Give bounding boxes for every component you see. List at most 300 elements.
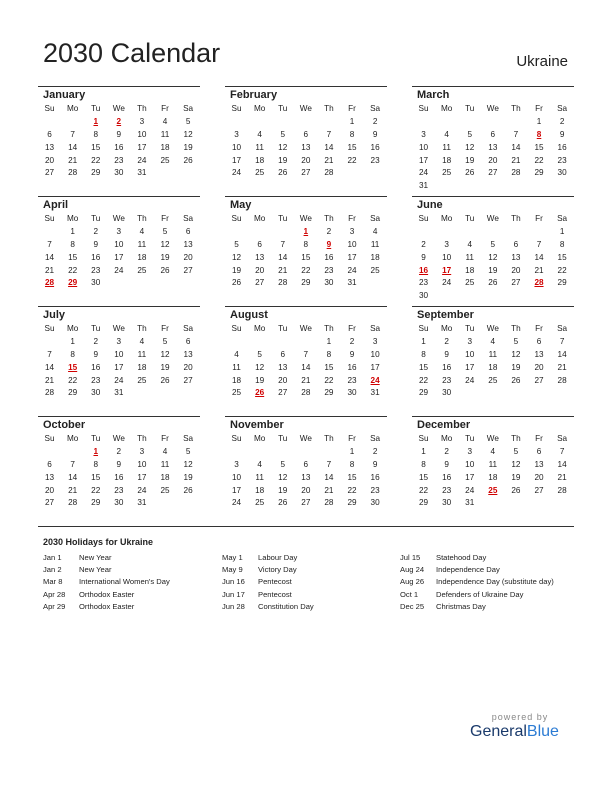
brand-logo: [470, 712, 570, 741]
day-cell: 5: [280, 459, 286, 469]
month-name: April: [43, 199, 69, 211]
month-name: August: [230, 309, 268, 321]
day-cell: 30: [114, 498, 124, 508]
day-cell: 30: [91, 388, 101, 398]
day-cell: 18: [370, 252, 380, 262]
weekday-label: Mo: [253, 214, 266, 223]
day-cell: 4: [444, 129, 449, 139]
day-cell: 19: [255, 375, 265, 385]
day-cell: 15: [534, 142, 544, 152]
day-cell: 14: [534, 252, 544, 262]
holiday-date: Apr 29: [43, 601, 66, 611]
day-cell: 15: [347, 142, 357, 152]
day-cell: 2: [421, 239, 426, 249]
day-cell: 25: [137, 375, 147, 385]
day-cell: 12: [465, 142, 475, 152]
weekday-label: Th: [511, 104, 521, 113]
day-cell: 9: [116, 129, 122, 139]
weekday-label: We: [486, 214, 499, 223]
day-cell: 4: [139, 226, 145, 236]
day-cell: 4: [257, 129, 262, 139]
country-label: Ukraine: [516, 53, 568, 70]
empty-cell: [38, 226, 61, 239]
weekday-label: We: [486, 104, 499, 113]
day-cell: 2: [372, 116, 378, 126]
day-cell: 23: [324, 265, 334, 275]
weekday-label: Sa: [183, 324, 194, 333]
weekday-label: Th: [324, 104, 334, 113]
weekday-label: Th: [137, 434, 147, 443]
day-cell: 26: [231, 278, 242, 288]
month-january: [38, 86, 200, 196]
day-cell: 16: [442, 362, 452, 372]
weekday-label: Th: [324, 324, 334, 333]
day-cell: 22: [301, 265, 311, 275]
month-october: [38, 416, 200, 526]
empty-cell: [225, 226, 248, 239]
day-cell: 27: [534, 375, 544, 385]
day-cell: 21: [68, 155, 78, 165]
day-cell: 1: [559, 226, 565, 236]
day-cell: 22: [91, 485, 101, 495]
day-cell: 7: [70, 129, 75, 139]
month-name: December: [417, 419, 471, 431]
day-cell: 29: [91, 498, 101, 508]
day-cell: 21: [534, 265, 544, 275]
day-cell: 5: [185, 446, 191, 456]
day-grid: [412, 433, 574, 510]
day-cell: 13: [183, 239, 193, 249]
day-cell: 28: [301, 388, 311, 398]
holiday-day: 17: [442, 265, 452, 275]
day-cell: 17: [418, 155, 429, 165]
weekday-label: Mo: [66, 324, 79, 333]
day-cell: 11: [255, 142, 264, 152]
day-cell: 6: [303, 129, 309, 139]
day-cell: 6: [185, 336, 191, 346]
day-cell: 28: [44, 388, 55, 398]
holiday-item: [43, 601, 170, 613]
empty-cell: [294, 446, 317, 459]
day-cell: 29: [418, 498, 429, 508]
day-cell: 3: [467, 336, 473, 346]
day-cell: 7: [280, 239, 286, 249]
weekday-label: Mo: [440, 434, 453, 443]
day-cell: 19: [160, 362, 170, 372]
empty-cell: [317, 116, 340, 129]
brand-name: [470, 723, 570, 741]
day-cell: 14: [557, 459, 567, 469]
holiday-item: [400, 576, 554, 588]
day-cell: 14: [301, 362, 311, 372]
day-cell: 24: [114, 375, 124, 385]
weekday-label: Th: [137, 214, 147, 223]
day-cell: 30: [347, 388, 357, 398]
day-cell: 2: [349, 336, 355, 346]
day-grid: [38, 323, 200, 400]
weekday-label: Tu: [465, 214, 475, 223]
day-cell: 9: [372, 129, 378, 139]
weekday-label: Th: [511, 434, 521, 443]
empty-cell: [504, 226, 527, 239]
day-cell: 1: [349, 446, 355, 456]
day-cell: 6: [47, 129, 52, 139]
day-cell: 2: [116, 446, 122, 456]
day-cell: 12: [183, 459, 193, 469]
day-cell: 16: [91, 362, 101, 372]
day-cell: 7: [47, 239, 52, 249]
holiday-date: Jan 1: [43, 553, 62, 562]
day-cell: 31: [137, 498, 147, 508]
weekday-label: Su: [231, 434, 242, 443]
day-cell: 11: [465, 252, 474, 262]
day-cell: 16: [370, 142, 380, 152]
weekday-label: We: [299, 104, 312, 113]
day-cell: 20: [301, 155, 311, 165]
day-cell: 7: [536, 239, 542, 249]
empty-cell: [271, 226, 294, 239]
holiday-date: Mar 8: [43, 577, 63, 587]
day-cell: 25: [160, 485, 170, 495]
day-cell: 9: [93, 349, 99, 359]
month-name: September: [417, 309, 474, 321]
empty-cell: [458, 226, 481, 239]
day-cell: 22: [91, 155, 101, 165]
day-cell: 8: [70, 349, 75, 359]
month-november: [225, 416, 387, 526]
day-cell: 19: [160, 252, 170, 262]
weekday-label: Sa: [370, 214, 381, 223]
day-cell: 21: [324, 155, 334, 165]
empty-cell: [225, 116, 248, 129]
day-cell: 27: [183, 375, 193, 385]
day-cell: 29: [418, 388, 429, 398]
empty-cell: [481, 116, 504, 129]
day-cell: 26: [160, 375, 170, 385]
day-cell: 10: [442, 252, 452, 262]
day-cell: 27: [488, 168, 498, 178]
day-cell: 21: [44, 375, 55, 385]
empty-cell: [317, 446, 340, 459]
day-cell: 23: [418, 278, 429, 288]
day-cell: 8: [93, 459, 99, 469]
day-cell: 13: [511, 252, 521, 262]
holiday-item: [222, 552, 314, 564]
day-cell: 24: [231, 168, 242, 178]
weekday-label: Tu: [465, 434, 475, 443]
day-cell: 18: [255, 485, 265, 495]
weekday-label: Fr: [348, 104, 356, 113]
holiday-name: Constitution Day: [258, 601, 314, 611]
brand-general: General: [470, 723, 527, 740]
day-cell: 10: [137, 129, 147, 139]
day-cell: 24: [442, 278, 452, 288]
day-cell: 18: [137, 252, 147, 262]
day-cell: 30: [442, 388, 452, 398]
day-cell: 13: [44, 142, 55, 152]
day-cell: 25: [231, 388, 242, 398]
day-cell: 10: [418, 142, 429, 152]
weekday-label: We: [112, 214, 125, 223]
day-grid: [412, 213, 574, 303]
month-august: [225, 306, 387, 416]
day-cell: 21: [557, 472, 567, 482]
weekday-label: Mo: [440, 104, 453, 113]
day-cell: 31: [114, 388, 124, 398]
holiday-day: 28: [44, 278, 55, 288]
month-name: January: [43, 89, 86, 101]
day-cell: 5: [490, 239, 496, 249]
weekday-label: Th: [137, 104, 147, 113]
day-cell: 10: [231, 472, 242, 482]
day-cell: 20: [44, 155, 55, 165]
weekday-label: Tu: [278, 104, 288, 113]
weekday-label: Th: [511, 214, 521, 223]
day-cell: 27: [44, 168, 55, 178]
day-cell: 28: [68, 498, 78, 508]
weekday-label: Tu: [91, 434, 101, 443]
day-cell: 27: [44, 498, 55, 508]
day-grid: [38, 103, 200, 180]
day-cell: 21: [44, 265, 55, 275]
day-cell: 9: [372, 459, 378, 469]
weekday-label: We: [299, 214, 312, 223]
day-cell: 29: [324, 388, 334, 398]
month-july: [38, 306, 200, 416]
day-cell: 21: [301, 375, 311, 385]
empty-cell: [435, 226, 458, 239]
day-cell: 26: [488, 278, 498, 288]
day-cell: 20: [534, 472, 544, 482]
weekday-label: Fr: [348, 434, 356, 443]
day-cell: 22: [68, 265, 78, 275]
day-cell: 30: [114, 168, 124, 178]
day-cell: 17: [114, 362, 124, 372]
holiday-name: Labour Day: [258, 553, 298, 562]
day-cell: 3: [467, 446, 473, 456]
day-cell: 23: [114, 155, 124, 165]
day-cell: 3: [421, 129, 426, 139]
holiday-date: Jun 28: [222, 601, 245, 611]
day-cell: 31: [137, 168, 147, 178]
weekday-label: Mo: [66, 214, 79, 223]
day-cell: 10: [370, 349, 380, 359]
holiday-name: New Year: [79, 553, 112, 562]
day-cell: 14: [278, 252, 288, 262]
day-cell: 30: [418, 291, 429, 301]
empty-cell: [271, 446, 294, 459]
day-cell: 7: [326, 459, 332, 469]
day-cell: 15: [557, 252, 567, 262]
day-grid: [225, 213, 387, 290]
day-cell: 3: [444, 239, 449, 249]
month-row: [38, 416, 574, 526]
holiday-day: 9: [326, 239, 332, 249]
weekday-label: Tu: [278, 324, 288, 333]
day-cell: 22: [347, 155, 357, 165]
day-cell: 30: [442, 498, 452, 508]
day-cell: 20: [183, 252, 193, 262]
empty-cell: [412, 116, 435, 129]
holiday-day: 29: [68, 278, 78, 288]
empty-cell: [294, 116, 317, 129]
day-cell: 31: [347, 278, 357, 288]
day-cell: 28: [511, 168, 521, 178]
weekday-label: Mo: [253, 104, 266, 113]
holiday-day: 8: [536, 129, 542, 139]
day-cell: 28: [278, 278, 288, 288]
day-cell: 4: [257, 459, 262, 469]
day-cell: 16: [324, 252, 334, 262]
holiday-day: 16: [418, 265, 429, 275]
day-cell: 6: [303, 459, 309, 469]
weekday-label: We: [112, 434, 125, 443]
holiday-item: [222, 576, 314, 588]
day-cell: 27: [255, 278, 265, 288]
month-name: March: [417, 89, 450, 101]
day-cell: 15: [91, 472, 101, 482]
day-cell: 8: [70, 239, 75, 249]
day-cell: 31: [370, 388, 380, 398]
day-cell: 22: [418, 375, 429, 385]
day-cell: 12: [255, 362, 265, 372]
weekday-label: Sa: [183, 214, 194, 223]
day-cell: 22: [557, 265, 567, 275]
day-cell: 5: [162, 336, 168, 346]
weekday-label: Su: [418, 104, 429, 113]
day-cell: 12: [511, 349, 521, 359]
day-cell: 2: [326, 226, 332, 236]
day-cell: 8: [559, 239, 565, 249]
weekday-label: Su: [231, 214, 242, 223]
day-cell: 23: [91, 375, 101, 385]
empty-cell: [412, 226, 435, 239]
day-cell: 24: [231, 498, 242, 508]
day-cell: 14: [324, 472, 334, 482]
day-cell: 11: [370, 239, 380, 249]
month-february: [225, 86, 387, 196]
weekday-label: Mo: [440, 324, 453, 333]
day-cell: 19: [511, 362, 521, 372]
day-cell: 18: [231, 375, 242, 385]
day-cell: 20: [534, 362, 544, 372]
day-cell: 11: [232, 362, 241, 372]
empty-cell: [61, 446, 84, 459]
day-cell: 6: [490, 129, 496, 139]
holiday-item: [400, 564, 554, 576]
day-cell: 6: [185, 226, 191, 236]
holiday-name: Independence Day (substitute day): [436, 577, 554, 587]
day-cell: 18: [442, 155, 452, 165]
holiday-name: New Year: [79, 565, 112, 575]
day-cell: 13: [534, 349, 544, 359]
empty-cell: [38, 336, 61, 349]
holiday-item: [43, 576, 170, 588]
day-cell: 19: [465, 155, 475, 165]
day-cell: 15: [418, 362, 429, 372]
day-cell: 3: [372, 336, 378, 346]
day-cell: 11: [137, 349, 147, 359]
empty-cell: [61, 116, 84, 129]
day-grid: [38, 433, 200, 510]
day-cell: 26: [511, 485, 521, 495]
day-cell: 4: [234, 349, 239, 359]
weekday-label: Su: [44, 214, 55, 223]
empty-cell: [271, 336, 294, 349]
day-cell: 10: [137, 459, 147, 469]
day-cell: 10: [465, 349, 475, 359]
day-cell: 17: [231, 155, 242, 165]
weekday-label: Su: [44, 104, 55, 113]
empty-cell: [248, 226, 271, 239]
holiday-date: Jun 17: [222, 589, 245, 599]
month-row: [38, 86, 574, 196]
month-december: [412, 416, 574, 526]
day-cell: 6: [280, 349, 286, 359]
day-cell: 13: [488, 142, 498, 152]
day-cell: 16: [114, 472, 124, 482]
weekday-label: Su: [418, 434, 429, 443]
empty-cell: [271, 116, 294, 129]
holiday-name: Statehood Day: [436, 553, 487, 562]
weekday-label: Sa: [370, 434, 381, 443]
day-cell: 1: [421, 336, 426, 346]
day-cell: 9: [116, 459, 122, 469]
day-cell: 30: [324, 278, 334, 288]
weekday-label: We: [486, 324, 499, 333]
day-cell: 1: [536, 116, 542, 126]
day-cell: 22: [324, 375, 334, 385]
day-cell: 10: [465, 459, 475, 469]
day-cell: 5: [513, 446, 519, 456]
day-cell: 3: [139, 446, 145, 456]
day-cell: 23: [114, 485, 124, 495]
weekday-label: Tu: [465, 324, 475, 333]
day-cell: 12: [183, 129, 193, 139]
holiday-item: [43, 589, 170, 601]
day-cell: 5: [513, 336, 519, 346]
day-cell: 15: [418, 472, 429, 482]
day-cell: 18: [488, 472, 498, 482]
day-cell: 19: [183, 142, 193, 152]
day-cell: 8: [326, 349, 332, 359]
weekday-label: Sa: [183, 104, 194, 113]
day-cell: 7: [513, 129, 519, 139]
day-cell: 11: [488, 349, 498, 359]
day-cell: 19: [488, 265, 498, 275]
day-cell: 7: [326, 129, 332, 139]
day-cell: 6: [47, 459, 52, 469]
day-cell: 18: [255, 155, 265, 165]
day-cell: 28: [324, 498, 334, 508]
holiday-item: [400, 589, 554, 601]
day-cell: 20: [301, 485, 311, 495]
day-cell: 23: [370, 485, 380, 495]
month-name: June: [417, 199, 443, 211]
day-cell: 15: [91, 142, 101, 152]
day-cell: 14: [68, 142, 78, 152]
holiday-item: [400, 601, 554, 613]
weekday-label: Mo: [253, 324, 266, 333]
months-grid: [38, 86, 574, 526]
day-cell: 3: [116, 336, 122, 346]
weekday-label: Su: [44, 434, 55, 443]
weekday-label: Sa: [183, 434, 194, 443]
day-cell: 16: [557, 142, 567, 152]
day-cell: 13: [183, 349, 193, 359]
day-cell: 25: [488, 375, 498, 385]
day-cell: 14: [44, 362, 55, 372]
